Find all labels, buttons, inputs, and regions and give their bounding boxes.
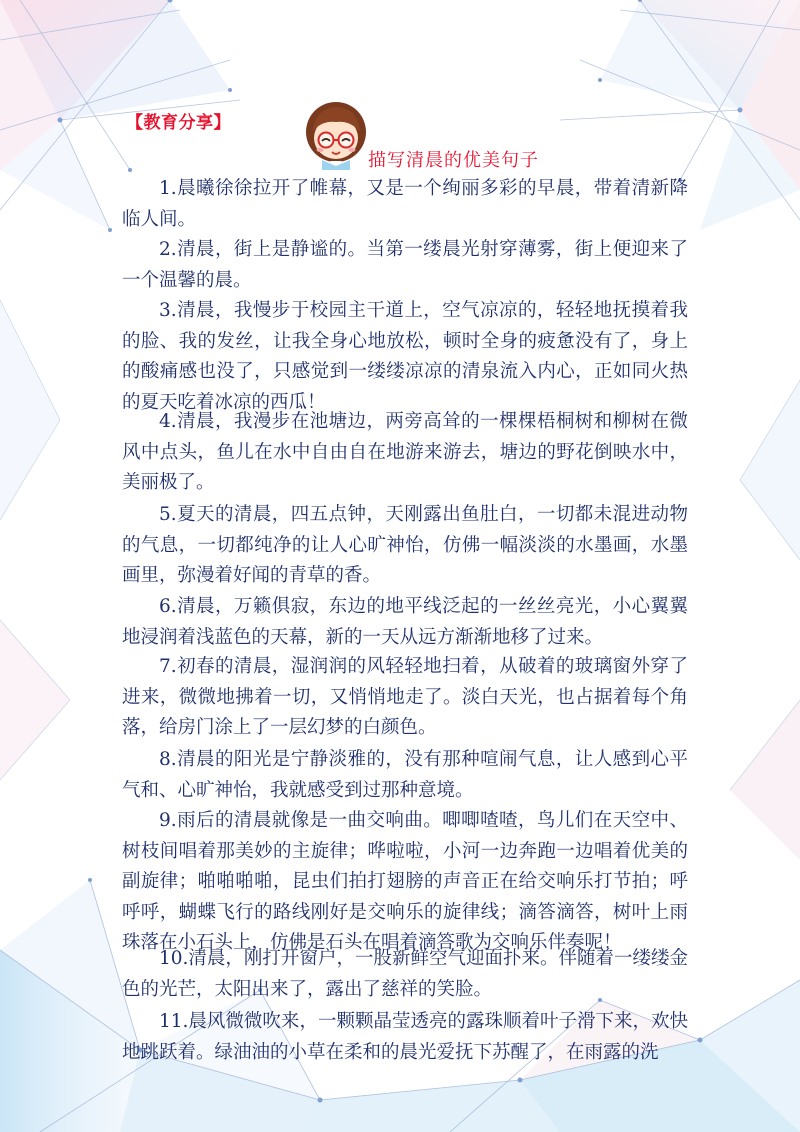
sentence-1: 1.晨曦徐徐拉开了帷幕，又是一个绚丽多彩的早晨，带着清新降临人间。 bbox=[122, 178, 688, 230]
sentence-11: 11.晨风微微吹来，一颗颗晶莹透亮的露珠顺着叶子滑下来，欢快地跳跃着。绿油油的小草在柔和的晨光爱抚下苏醒了，在雨露的洗 bbox=[122, 1011, 688, 1063]
sentence-3: 3.清晨，我慢步于校园主干道上，空气凉凉的，轻轻地抚摸着我的脸、我的发丝，让我全身心地放松，顿时全身的疲惫没有了，身上的酸痛感也没了，只感觉到一缕缕凉凉的清泉流入内心，正如同火热的夏天吃着冰凉的西瓜！ bbox=[122, 300, 688, 413]
category-tag: 【教育分享】 bbox=[126, 113, 231, 133]
sentence-5: 5.夏天的清晨，四五点钟，天刚露出鱼肚白，一切都未混进动物的气息，一切都纯净的让人心旷神怡，仿佛一幅淡淡的水墨画，水墨画里，弥漫着好闻的青草的香。 bbox=[122, 504, 688, 586]
sentence-9: 9.雨后的清晨就像是一曲交响曲。唧唧喳喳，鸟儿们在天空中、树枝间唱着那美妙的主旋律；哗啦啦，小河一边奔跑一边唱着优美的副旋律；啪啪啪啪，昆虫们拍打翅膀的声音正在给交响乐打节拍；呼呼呼，蝴蝶飞行的路线刚好是交响乐的旋律线；滴答滴答，树叶上雨珠落在小石头上，仿佛是石头在唱着滴答歌为交响乐伴奏呢！ bbox=[122, 810, 688, 953]
sentence-6: 6.清晨，万籁俱寂，东边的地平线泛起的一丝丝亮光，小心翼翼地浸润着浅蓝色的天幕，新的一天从远方渐渐地移了过来。 bbox=[122, 596, 688, 648]
sentence-7: 7.初春的清晨，湿润润的风轻轻地扫着，从破着的玻璃窗外穿了进来，微微地拂着一切，又悄悄地走了。淡白天光，也占据着每个角落，给房门涂上了一层幻梦的白颜色。 bbox=[122, 656, 688, 738]
girl-mascot-icon bbox=[302, 98, 370, 170]
page-title: 描写清晨的优美句子 bbox=[368, 150, 539, 171]
sentence-4: 4.清晨，我漫步在池塘边，两旁高耸的一棵棵梧桐树和柳树在微风中点头，鱼儿在水中自由自在地游来游去，塘边的野花倒映水中，美丽极了。 bbox=[122, 411, 688, 493]
sentence-2: 2.清晨，街上是静谧的。当第一缕晨光射穿薄雾，街上便迎来了一个温馨的晨。 bbox=[122, 239, 688, 291]
sentence-10: 10.清晨，刚打开窗户，一股新鲜空气迎面扑来。伴随着一缕缕金色的光芒，太阳出来了，露出了慈祥的笑脸。 bbox=[122, 948, 688, 1000]
sentence-8: 8.清晨的阳光是宁静淡雅的，没有那种喧闹气息，让人感到心平气和、心旷神怡，我就感受到过那种意境。 bbox=[122, 749, 688, 801]
